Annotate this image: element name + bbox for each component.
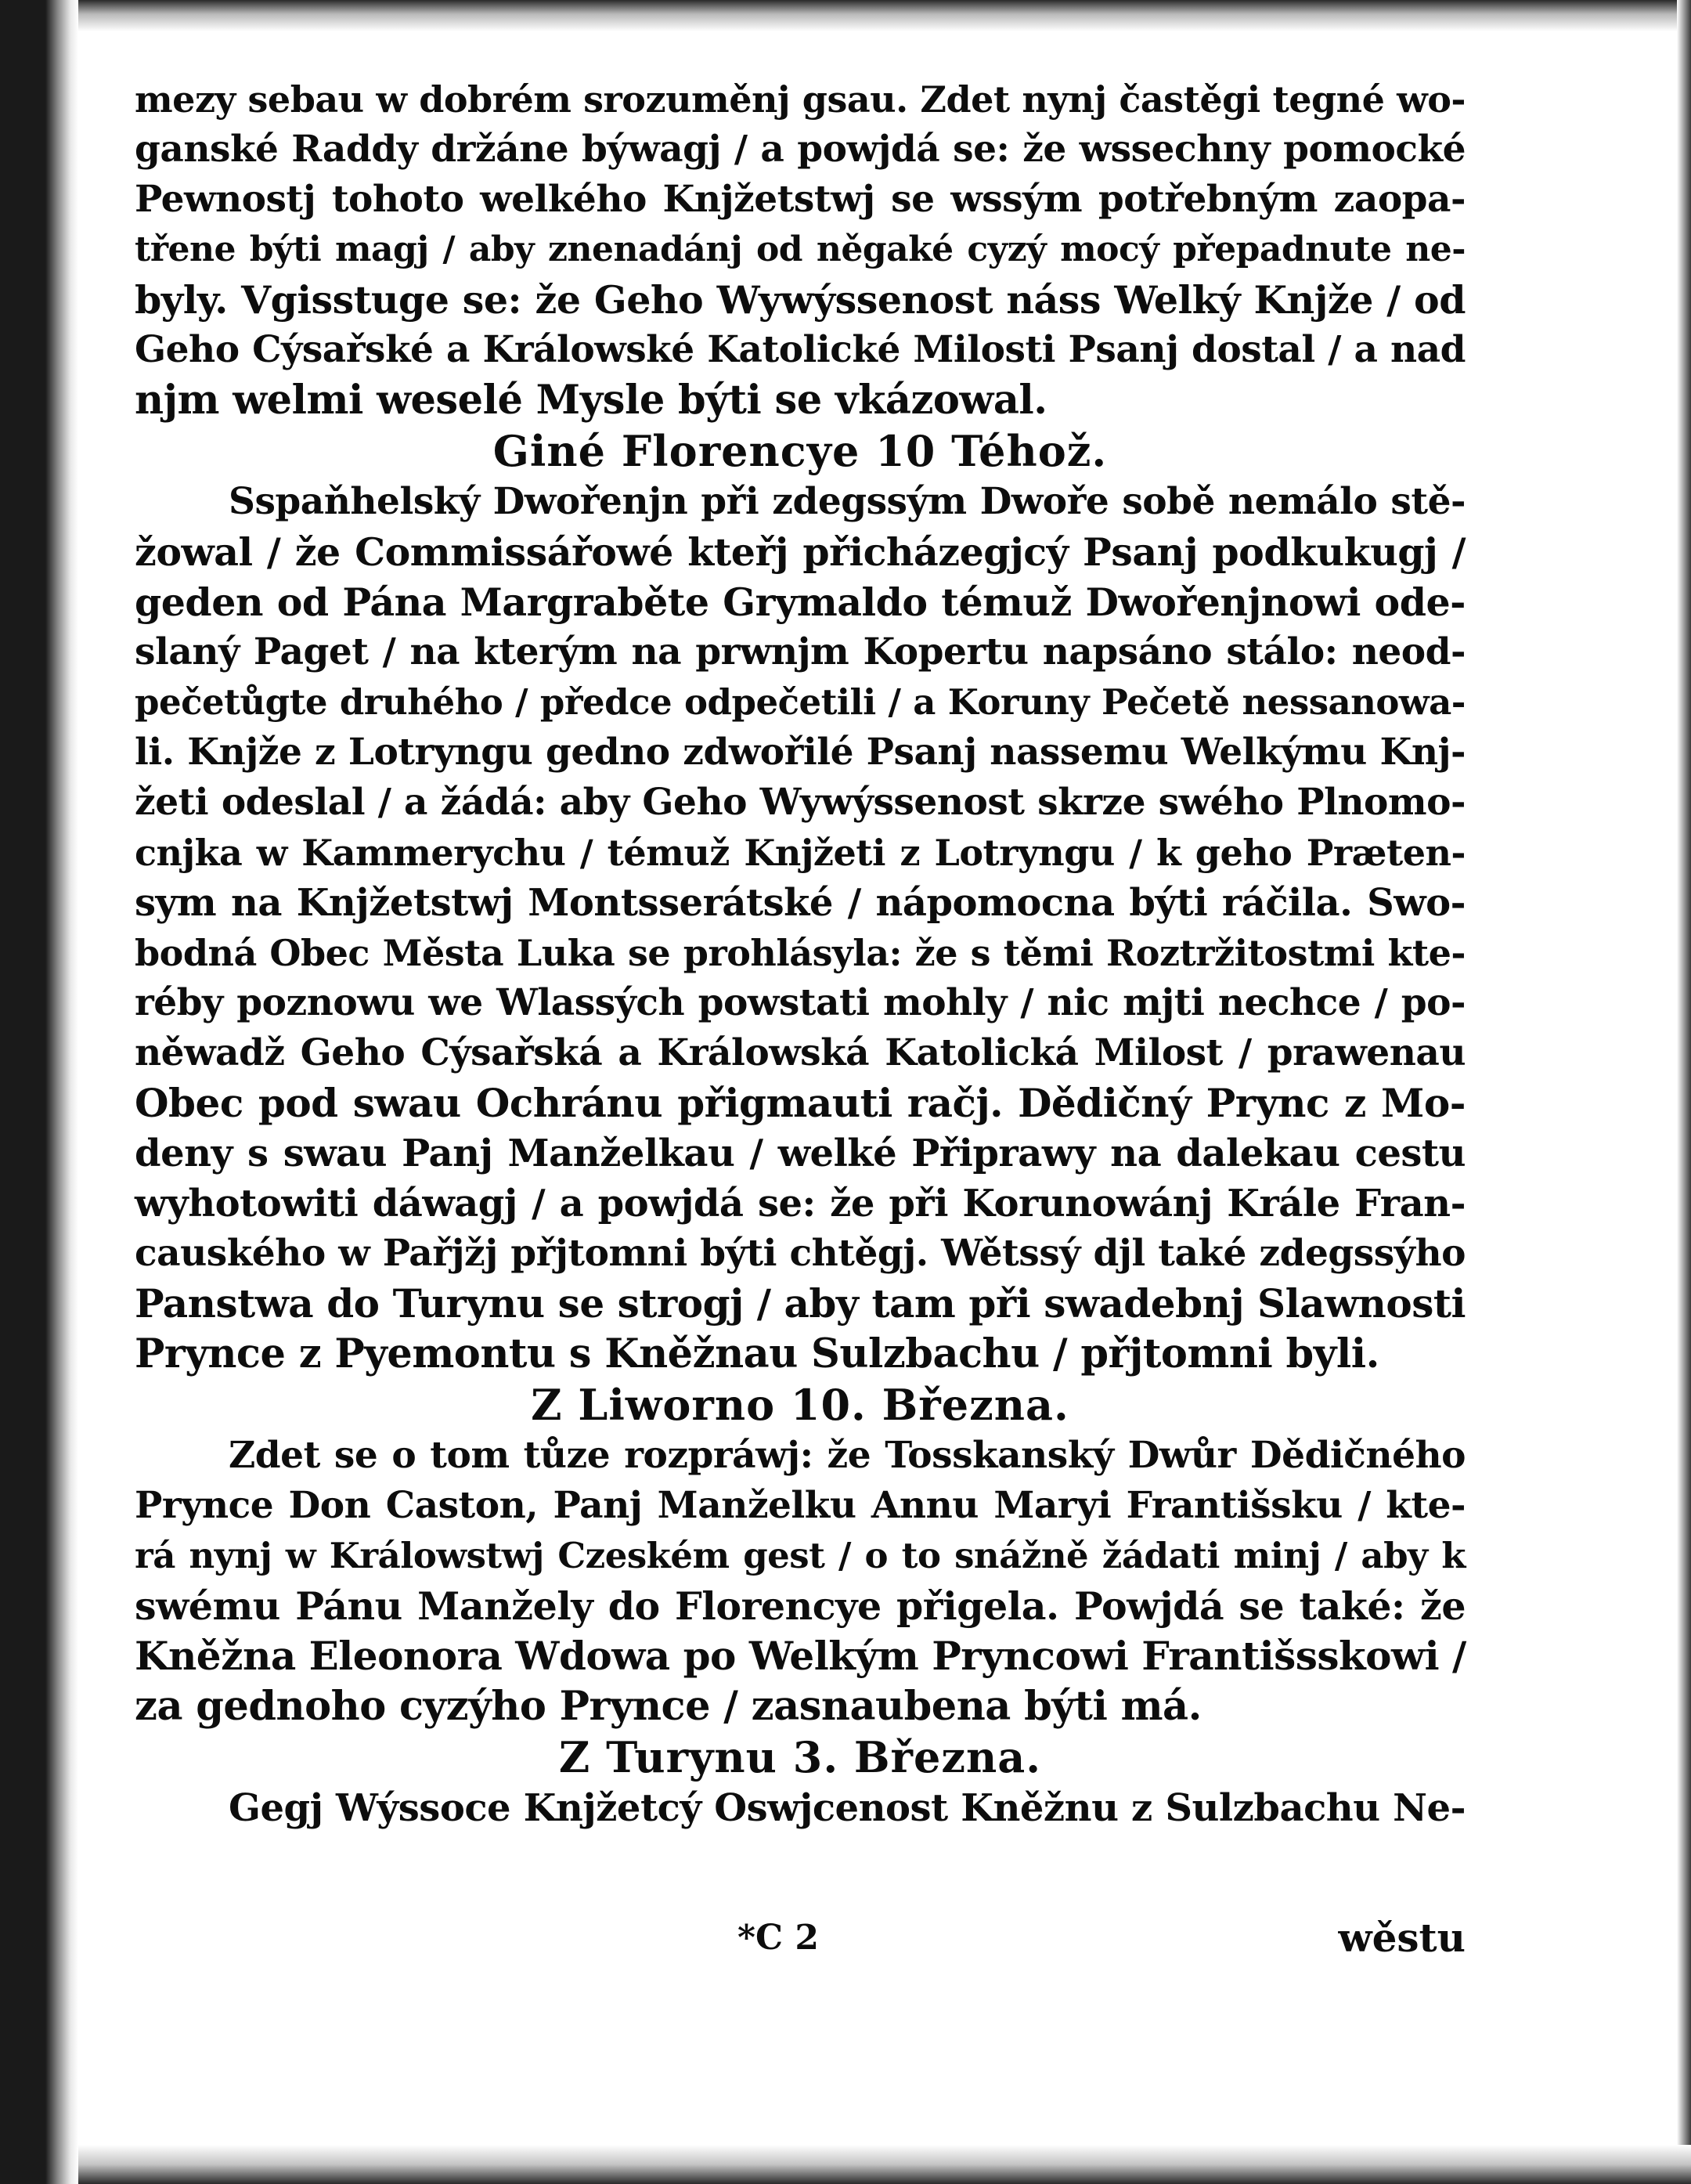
catchword: wěstu xyxy=(1338,1915,1466,1961)
text-line: cauského w Pařjžj přjtomni býti chtěgj. Wětssý djl také zdegssýho xyxy=(135,1232,1466,1275)
text-line: Obec pod swau Ochránu přigmauti račj. Dědičný Prync z Mo- xyxy=(135,1080,1466,1126)
text-line: Panstwa do Turynu se strogj / aby tam při swadebnj Slawnosti xyxy=(135,1280,1466,1327)
text-line: něwadž Geho Cýsařská a Králowská Katolická Milost / prawenau xyxy=(135,1031,1466,1074)
page-text-block xyxy=(135,74,1466,1833)
page-bottom-shadow xyxy=(78,2145,1691,2184)
text-line: ganské Raddy držáne býwagj / a powjdá se: že wssechny pomocké xyxy=(135,128,1466,171)
text-line: třene býti magj / aby znenadánj od něgaké cyzý mocý přepadnute ne- xyxy=(135,229,1466,269)
section-heading: Z Turynu 3. Března. xyxy=(558,1732,1042,1782)
text-line: Sspaňhelský Dwořenjn při zdegssým Dwoře sobě nemálo stě- xyxy=(229,480,1466,523)
text-line: žeti odeslal / a žádá: aby Geho Wywýssenost skrze swého Plnomo- xyxy=(135,781,1466,824)
text-line: wyhotowiti dáwagj / a powjdá se: že při Korunowánj Krále Fran- xyxy=(135,1182,1466,1226)
text-line: slaný Paget / na kterým na prwnjm Kopertu napsáno stálo: neod- xyxy=(135,630,1466,673)
page-top-shadow xyxy=(78,0,1691,31)
text-line: Prynce z Pyemontu s Kněžnau Sulzbachu / přjtomni byli. xyxy=(135,1330,1379,1377)
text-line: Gegj Wýssoce Knjžetcý Oswjcenost Kněžnu z Sulzbachu Ne- xyxy=(229,1786,1466,1830)
text-line: za gednoho cyzýho Prynce / zasnaubena býti má. xyxy=(135,1683,1202,1730)
text-line: Pewnostj tohoto welkého Knjžetstwj se wssým potřebným zaopa- xyxy=(135,178,1466,221)
text-line: Prynce Don Caston, Panj Manželku Annu Maryi Františsku / kte- xyxy=(135,1484,1466,1527)
page-footer xyxy=(135,1915,1466,1962)
text-line: geden od Pána Margraběte Grymaldo témuž Dwořenjnowi ode- xyxy=(135,579,1466,625)
text-line: réby poznowu we Wlassých powstati mohly / nic mjti nechce / po- xyxy=(135,981,1466,1024)
text-line: njm welmi weselé Mysle býti se vkázowal. xyxy=(135,377,1047,424)
text-line: mezy sebau w dobrém srozuměnj gsau. Zdet nynj častěgi tegné wo- xyxy=(135,78,1466,121)
printer-signature-mark: *C 2 xyxy=(737,1918,819,1958)
book-gutter-shadow xyxy=(0,0,78,2184)
text-line: Kněžna Eleonora Wdowa po Welkým Pryncowi Františsskowi / xyxy=(135,1633,1466,1679)
text-line: bodná Obec Města Luka se prohlásyla: že s těmi Roztržitostmi kte- xyxy=(135,932,1466,974)
text-line: pečetůgte druhého / předce odpečetili / a Koruny Pečetě nessanowa- xyxy=(135,681,1466,723)
text-line: cnjka w Kammerychu / témuž Knjžeti z Lotryngu / k geho Præten- xyxy=(135,832,1466,874)
text-line: swému Pánu Manžely do Florencye přigela. Powjdá se také: že xyxy=(135,1583,1466,1629)
text-line: Zdet se o tom tůze rozpráwj: že Tosskanský Dwůr Dědičného xyxy=(229,1434,1466,1477)
page-right-shadow xyxy=(1677,0,1691,2184)
text-line: Geho Cýsařské a Králowské Katolické Milosti Psanj dostal / a nad xyxy=(135,328,1466,371)
section-heading: Giné Florencye 10 Téhož. xyxy=(492,426,1108,476)
section-heading: Z Liworno 10. Března. xyxy=(531,1380,1069,1430)
text-line: li. Knjže z Lotryngu gedno zdwořilé Psanj nassemu Welkýmu Knj- xyxy=(135,731,1466,774)
text-line: sym na Knjžetstwj Montsserátské / nápomocna býti ráčila. Swo- xyxy=(135,881,1466,925)
text-line: deny s swau Panj Manželkau / welké Připrawy na dalekau cestu xyxy=(135,1132,1466,1175)
text-line: byly. Vgisstuge se: že Geho Wywýssenost náss Welký Knjže / od xyxy=(135,277,1466,323)
text-line: žowal / že Commissářowé kteřj přicházegjcý Psanj podkukugj / xyxy=(135,529,1466,575)
text-line: rá nynj w Králowstwj Czeském gest / o to snážně žádati minj / aby k xyxy=(135,1535,1466,1576)
